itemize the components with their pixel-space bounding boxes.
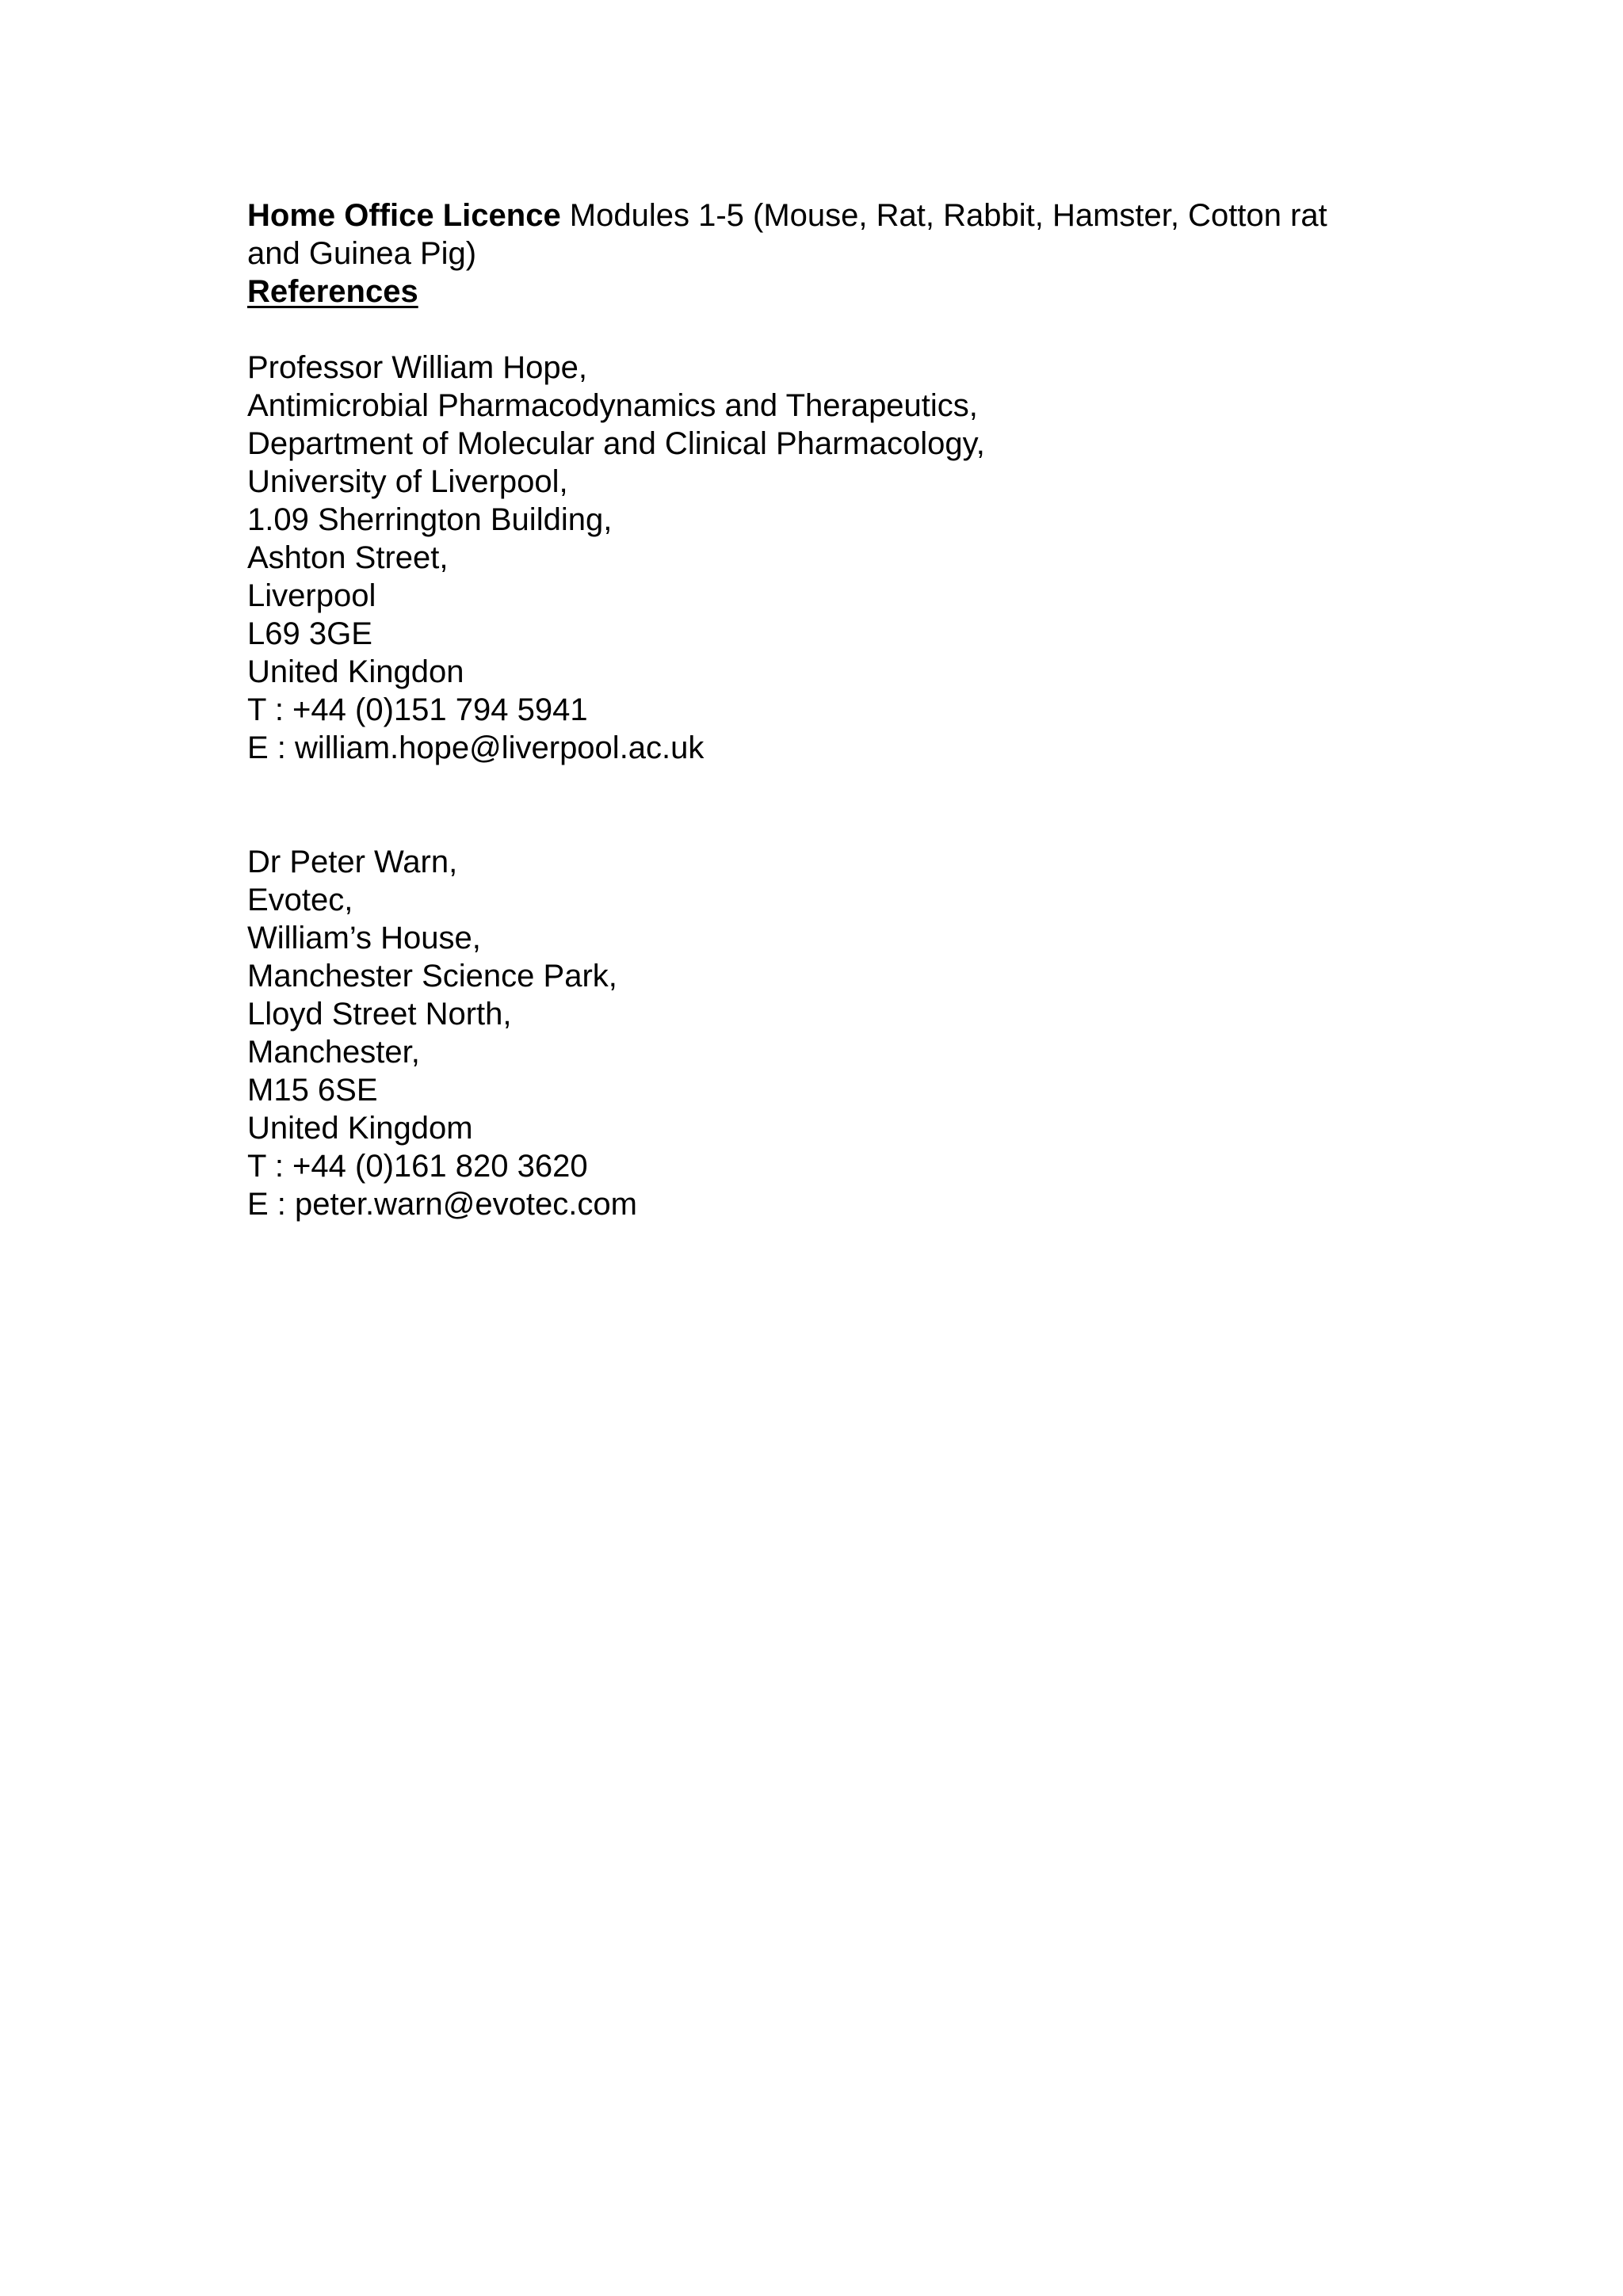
reference-postcode: L69 3GE [247,616,372,651]
reference-name: Dr Peter Warn, [247,845,458,879]
reference-address-line: Ashton Street, [247,540,449,575]
document-body [247,196,1388,1223]
reference-address-line: Antimicrobial Pharmacodynamics and Therapeutics, [247,388,978,423]
reference-block-hope [247,349,1388,767]
licence-modules-text: Modules 1-5 (Mouse, Rat, Rabbit, Hamster, Cotton rat [560,198,1327,233]
references-heading: References [247,274,418,309]
reference-name: Professor William Hope, [247,350,588,385]
licence-line [247,196,1388,235]
reference-address-line: Evotec, [247,883,353,917]
reference-address-line: Manchester, [247,1035,420,1070]
reference-address-line: William’s House, [247,921,481,955]
reference-block-warn [247,843,1388,1223]
reference-telephone: T : +44 (0)161 820 3620 [247,1149,588,1184]
reference-address-line: Lloyd Street North, [247,997,512,1032]
reference-country: United Kingdon [247,654,464,689]
reference-email: E : william.hope@liverpool.ac.uk [247,730,705,765]
spacer [247,767,1388,843]
reference-country: United Kingdom [247,1111,473,1146]
reference-address-line: 1.09 Sherrington Building, [247,502,613,537]
licence-line-continued: and Guinea Pig) [247,236,477,271]
spacer [247,311,1388,349]
reference-address-line: Manchester Science Park, [247,959,617,994]
reference-postcode: M15 6SE [247,1073,378,1108]
reference-address-line: University of Liverpool, [247,464,568,499]
reference-address-line: Liverpool [247,578,376,613]
licence-title: Home Office Licence [247,198,561,233]
reference-address-line: Department of Molecular and Clinical Pharmacology, [247,426,985,461]
reference-email: E : peter.warn@evotec.com [247,1187,637,1222]
reference-telephone: T : +44 (0)151 794 5941 [247,692,588,727]
